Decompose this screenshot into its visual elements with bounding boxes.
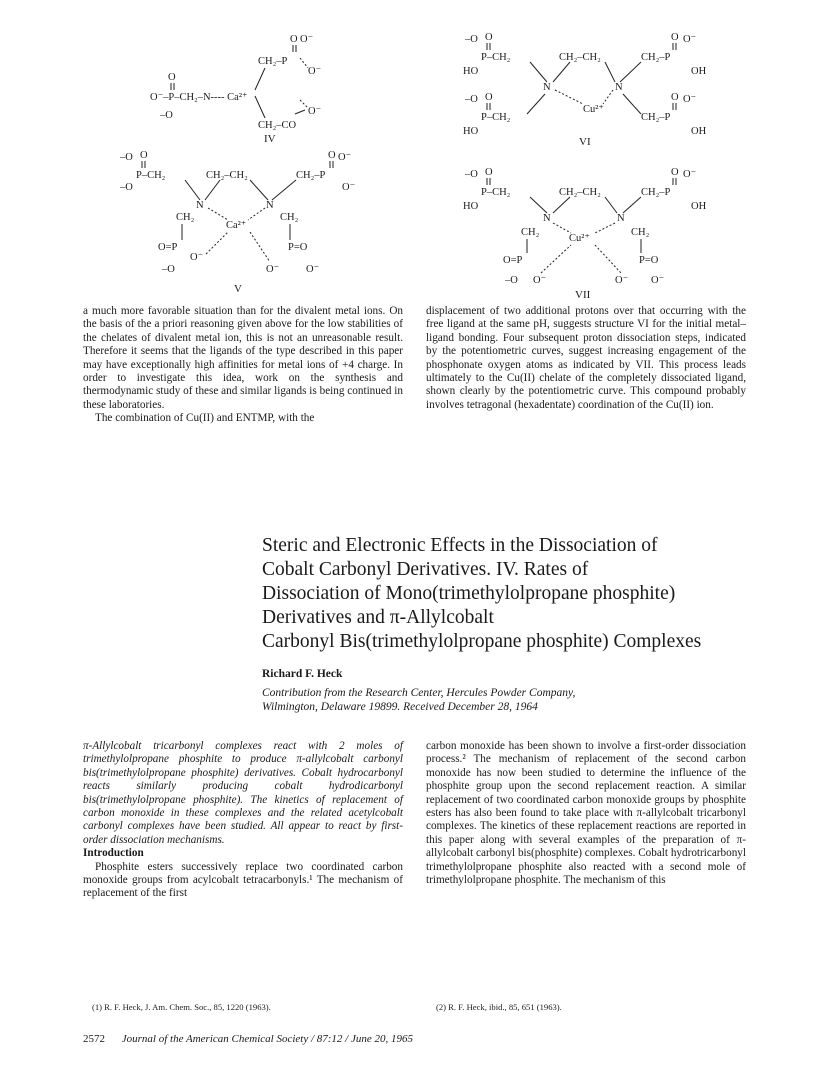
footnote-2: (2) R. F. Heck, ibid., 85, 651 (1963). (436, 1002, 562, 1012)
top-left-paragraph: a much more favorable situation than for the divalent metal ions. On the basis of the a priori reasoning given above for the low stabilities of the chelates of divalent metal ion, this is not an unreasonable result. Therefore it seems that the ligands of the type described in this paper may have exceptionally high affinities for metal ions of +4 charge. In order to investigate this idea, work on the synthesis and thermodynamic study of these and similar ligands is being continued in these laboratories. (83, 305, 403, 411)
svg-text:O⁻: O⁻ (683, 94, 697, 105)
svg-text:CH₂–P: CH₂–P (641, 52, 671, 63)
svg-text:O⁻: O⁻ (338, 152, 352, 163)
svg-text:N: N (196, 200, 204, 211)
structure-vi (455, 30, 725, 148)
svg-text:P=O: P=O (288, 242, 308, 253)
svg-text:–O: –O (505, 275, 518, 286)
svg-text:P–CH₂: P–CH₂ (481, 112, 511, 123)
svg-text:N: N (543, 82, 551, 93)
svg-text:O⁻: O⁻ (266, 264, 280, 275)
page-footer (83, 1033, 413, 1045)
svg-text:CH₂–P: CH₂–P (641, 187, 671, 198)
svg-text:Cu²⁺: Cu²⁺ (569, 233, 590, 244)
structure-v (110, 148, 380, 296)
svg-text:O⁻: O⁻ (308, 66, 322, 77)
svg-text:CH₂: CH₂ (521, 227, 540, 238)
svg-text:O⁻: O⁻ (533, 275, 547, 286)
svg-text:O⁻: O⁻ (683, 34, 697, 45)
svg-text:O⁻: O⁻ (683, 169, 697, 180)
svg-text:O: O (290, 34, 298, 45)
svg-text:CH₂–CH₂: CH₂–CH₂ (559, 187, 601, 198)
abstract: π-Allylcobalt tricarbonyl complexes react with 2 moles of trimethylolpropane phosphite to produce π-allylcobalt carbonyl bis(trimethylolpropane phosphite) derivatives. Cobalt hydrocarbonyl reacts similarly producing cobalt hydrodicarbonyl bis(trimethylolpropane phosphite). The kinetics of replacement of carbon monoxide in these complexes and the related acetylcobalt carbonyl complexes have been studied. All appear to react by first-order dissociation mechanisms. (83, 740, 403, 846)
affiliation-line: Contribution from the Research Center, Hercules Powder Company, (262, 687, 576, 699)
svg-text:CH₂–CH₂: CH₂–CH₂ (559, 52, 601, 63)
svg-text:P=O: P=O (639, 255, 659, 266)
svg-text:N: N (617, 213, 625, 224)
affiliation-line: Wilmington, Delaware 19899. Received December 28, 1964 (262, 701, 538, 713)
svg-text:CH₂: CH₂ (280, 212, 299, 223)
svg-text:HO: HO (463, 126, 479, 137)
svg-text:Cu²⁺: Cu²⁺ (583, 104, 604, 115)
svg-text:N: N (543, 213, 551, 224)
svg-text:N: N (266, 200, 274, 211)
svg-text:O⁻: O⁻ (308, 106, 322, 117)
top-left-column (83, 305, 403, 426)
svg-text:OH: OH (691, 66, 707, 77)
intro-paragraph: Phosphite esters successively replace two coordinated carbon monoxide groups from acylcobalt tetracarbonyls.¹ The mechanism of replacement of the first (83, 860, 403, 900)
svg-text:O: O (485, 92, 493, 103)
page-number: 2572 (83, 1033, 105, 1045)
svg-text:O⁻: O⁻ (615, 275, 629, 286)
svg-text:P–CH₂: P–CH₂ (136, 170, 166, 181)
top-right-paragraph: displacement of two additional protons over that occurring with the free ligand at the same pH, suggests structure VI for the initial metal–ligand bonding. Four subsequent proton dissociation steps, indicated by the potentiometric curves, suggest increasing engagement of the phosphonate oxygen atoms as indicated by VII. This process leads ultimately to the Cu(II) chelate of the completely dissociated ligand, shown clearly by the potentiometric curve. This compound probably involves tetragonal (hexadentate) coordination of the Cu(II) ion. (426, 305, 746, 411)
title-line: Carbonyl Bis(trimethylolpropane phosphite) Complexes (262, 631, 702, 652)
svg-text:OH: OH (691, 201, 707, 212)
svg-text:–O: –O (465, 34, 478, 45)
title-line: Dissociation of Mono(trimethylolpropane phosphite) (262, 583, 676, 604)
svg-text:O⁻: O⁻ (306, 264, 320, 275)
svg-text:O: O (671, 32, 679, 43)
svg-text:OH: OH (691, 126, 707, 137)
footnote-1: (1) R. F. Heck, J. Am. Chem. Soc., 85, 1220 (1963). (92, 1002, 271, 1012)
svg-text:–O: –O (465, 94, 478, 105)
svg-text:O⁻: O⁻ (342, 182, 356, 193)
svg-text:CH₂–CH₂: CH₂–CH₂ (206, 170, 248, 181)
svg-text:CH₂–P: CH₂–P (641, 112, 671, 123)
bottom-right-column (426, 740, 746, 887)
svg-text:CH₂–CO: CH₂–CO (258, 120, 297, 131)
svg-text:–O: –O (120, 152, 133, 163)
structure-iv-label: IV (264, 133, 276, 145)
top-left-paragraph-2: The combination of Cu(II) and ENTMP, with the (95, 412, 315, 425)
svg-text:P–CH₂: P–CH₂ (481, 187, 511, 198)
structure-vii (455, 165, 725, 300)
svg-text:O: O (671, 167, 679, 178)
svg-text:O: O (485, 32, 493, 43)
svg-text:–O: –O (162, 264, 175, 275)
svg-text:CH₂: CH₂ (631, 227, 650, 238)
bottom-left-column (83, 740, 403, 901)
svg-text:CH₂–P: CH₂–P (258, 56, 288, 67)
structure-vii-label: VII (575, 289, 591, 300)
svg-text:O⁻–P–CH₂–N---- Ca²⁺: O⁻–P–CH₂–N---- Ca²⁺ (150, 92, 248, 103)
article-title (262, 534, 732, 654)
svg-text:–O: –O (160, 110, 173, 121)
svg-text:O=P: O=P (503, 255, 523, 266)
svg-text:O⁻: O⁻ (190, 252, 204, 263)
svg-text:O: O (485, 167, 493, 178)
svg-text:O: O (168, 72, 176, 83)
svg-text:CH₂: CH₂ (176, 212, 195, 223)
title-line: Steric and Electronic Effects in the Dissociation of (262, 535, 658, 556)
svg-text:O: O (671, 92, 679, 103)
svg-text:HO: HO (463, 66, 479, 77)
top-right-column (426, 305, 746, 412)
svg-text:O⁻: O⁻ (651, 275, 665, 286)
structure-iv (140, 30, 380, 145)
journal-citation: Journal of the American Chemical Society / 87:12 / June 20, 1965 (121, 1033, 413, 1045)
title-line: Cobalt Carbonyl Derivatives. IV. Rates of (262, 559, 589, 580)
intro-heading: Introduction (83, 847, 144, 860)
svg-text:–O: –O (465, 169, 478, 180)
svg-text:CH₂–P: CH₂–P (296, 170, 326, 181)
svg-text:O: O (328, 150, 336, 161)
svg-text:N: N (615, 82, 623, 93)
svg-text:P–CH₂: P–CH₂ (481, 52, 511, 63)
title-line: Derivatives and π-Allylcobalt (262, 607, 494, 628)
svg-text:O: O (140, 150, 148, 161)
structure-v-label: V (234, 283, 242, 295)
affiliation (262, 686, 575, 714)
svg-text:O=P: O=P (158, 242, 178, 253)
body-paragraph: carbon monoxide has been shown to involve a first-order dissociation process.² The mechanism of replacement of the second carbon monoxide has now been studied to determine the influence of the phosphite group upon the second replacement reaction. A similar replacement of two coordinated carbon monoxide groups by phosphite esters has also been found to take place with π-allylcobalt tricarbonyl complexes. The kinetics of these replacement reactions are reported in this paper along with several examples of the preparation of π-allylcobalt carbonyl bis(phosphite) complexes. Cobalt hydrotricarbonyl trimethylolpropane phosphite also reacted with a second mole of trimethylolpropane phosphite. The mechanism of this (426, 740, 747, 887)
svg-text:Ca²⁺: Ca²⁺ (226, 220, 247, 231)
svg-text:O⁻: O⁻ (300, 34, 314, 45)
svg-text:–O: –O (120, 182, 133, 193)
svg-text:HO: HO (463, 201, 479, 212)
author-name: Richard F. Heck (262, 668, 343, 680)
structure-vi-label: VI (579, 136, 591, 148)
